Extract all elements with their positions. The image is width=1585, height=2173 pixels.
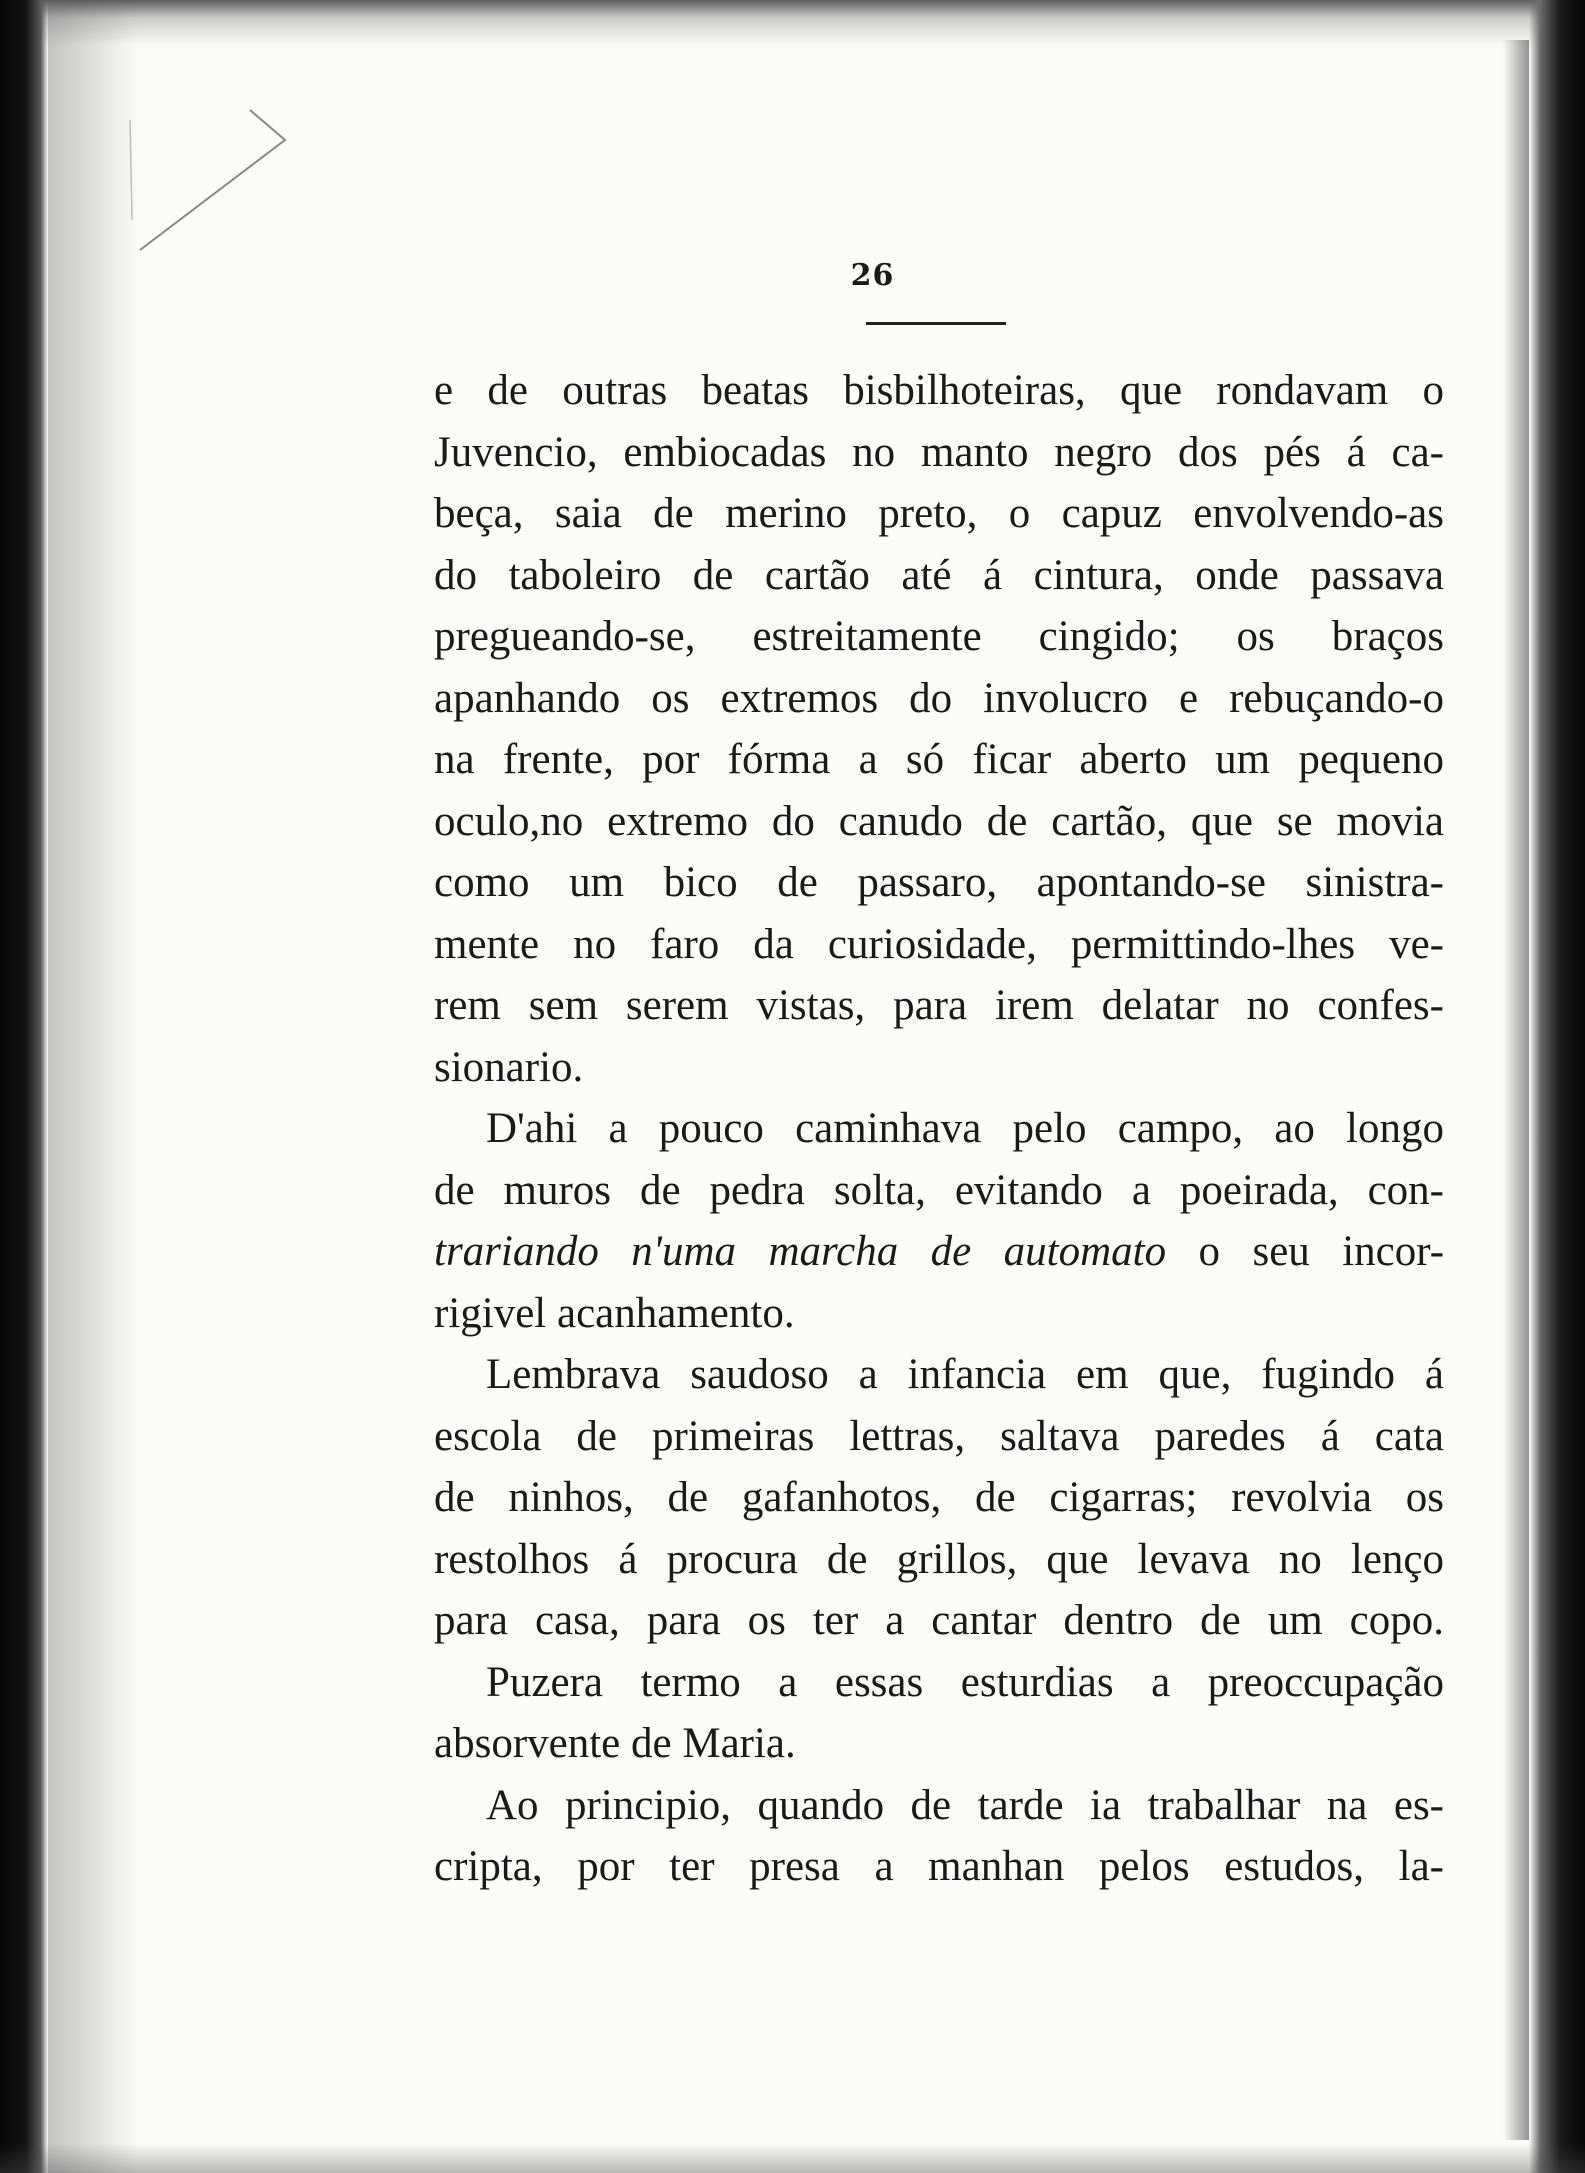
- text-line: pregueando-se, estreitamente cingido; os braços: [434, 613, 1444, 660]
- top-edge-shadow: [0, 0, 1585, 46]
- text-line: restolhos á procura de grillos, que levava no lenço: [434, 1535, 1444, 1583]
- text-line: rigivel acanhamento.: [434, 1289, 795, 1337]
- paragraph-2: [434, 1098, 1444, 1344]
- paragraph-3: [434, 1344, 1444, 1652]
- text-line: como um bico de passaro, apontando-se sinistra-: [434, 859, 1444, 906]
- paragraph-5: [434, 1775, 1444, 1898]
- text-line: para casa, para os ter a cantar dentro de um copo.: [434, 1597, 1444, 1644]
- text-line: D'ahi a pouco caminhava pelo campo, ao longo: [486, 1105, 1444, 1152]
- bottom-edge-shadow: [0, 2143, 1585, 2173]
- text-line: Puzera termo a essas esturdias a preoccupação: [486, 1658, 1444, 1706]
- page-edge-gradient-right: [1503, 40, 1529, 2140]
- page-edge-shadow-right: [1529, 0, 1585, 2173]
- header-rule: [866, 322, 1006, 325]
- text-line: cripta, por ter presa a manhan pelos estudos, la-: [434, 1843, 1444, 1890]
- text-line: absorvente de Maria.: [434, 1720, 796, 1767]
- text-line: de ninhos, de gafanhotos, de cigarras; revolvia os: [434, 1474, 1444, 1521]
- text-line: mente no faro da curiosidade, permittindo-lhes ve-: [434, 920, 1444, 968]
- text-line-mixed-italic: [434, 1221, 1444, 1283]
- italic-fragment: marcha de automato: [768, 1228, 1167, 1275]
- page-number: 26: [850, 258, 895, 293]
- italic-fragment: trariando: [434, 1228, 599, 1275]
- paragraph-4: [434, 1652, 1444, 1775]
- text-line: Ao principio, quando de tarde ia trabalhar na es-: [486, 1781, 1444, 1829]
- text-line: Lembrava saudoso a infancia em que, fugindo á: [486, 1351, 1444, 1398]
- text-line: beça, saia de merino preto, o capuz envolvendo-as: [434, 490, 1444, 537]
- text-line: e de outras beatas bisbilhoteiras, que rondavam o: [434, 367, 1444, 414]
- fold-corner-icon: [120, 80, 320, 280]
- text-line: apanhando os extremos do involucro e rebuçando-o: [434, 674, 1444, 722]
- text-line: do taboleiro de cartão até á cintura, onde passava: [434, 551, 1444, 599]
- binding-shadow-left: [0, 0, 48, 2173]
- text-line: oculo,no extremo do canudo de cartão, que se movia: [434, 797, 1444, 845]
- text-line: Juvencio, embiocadas no manto negro dos pés á ca-: [434, 428, 1444, 476]
- text-line: na frente, por fórma a só ficar aberto um pequeno: [434, 736, 1444, 783]
- paragraph-1: [434, 360, 1444, 1098]
- italic-fragment: n'uma: [631, 1228, 737, 1275]
- text-line: rem sem serem vistas, para irem delatar no confes-: [434, 982, 1444, 1029]
- text-fragment: o seu incor-: [1198, 1228, 1444, 1275]
- binding-speckle-left: [48, 0, 138, 2173]
- text-line: de muros de pedra solta, evitando a poeirada, con-: [434, 1166, 1444, 1214]
- text-line: sionario.: [434, 1043, 584, 1091]
- body-text: [434, 360, 1444, 1898]
- text-line: escola de primeiras lettras, saltava paredes á cata: [434, 1412, 1444, 1460]
